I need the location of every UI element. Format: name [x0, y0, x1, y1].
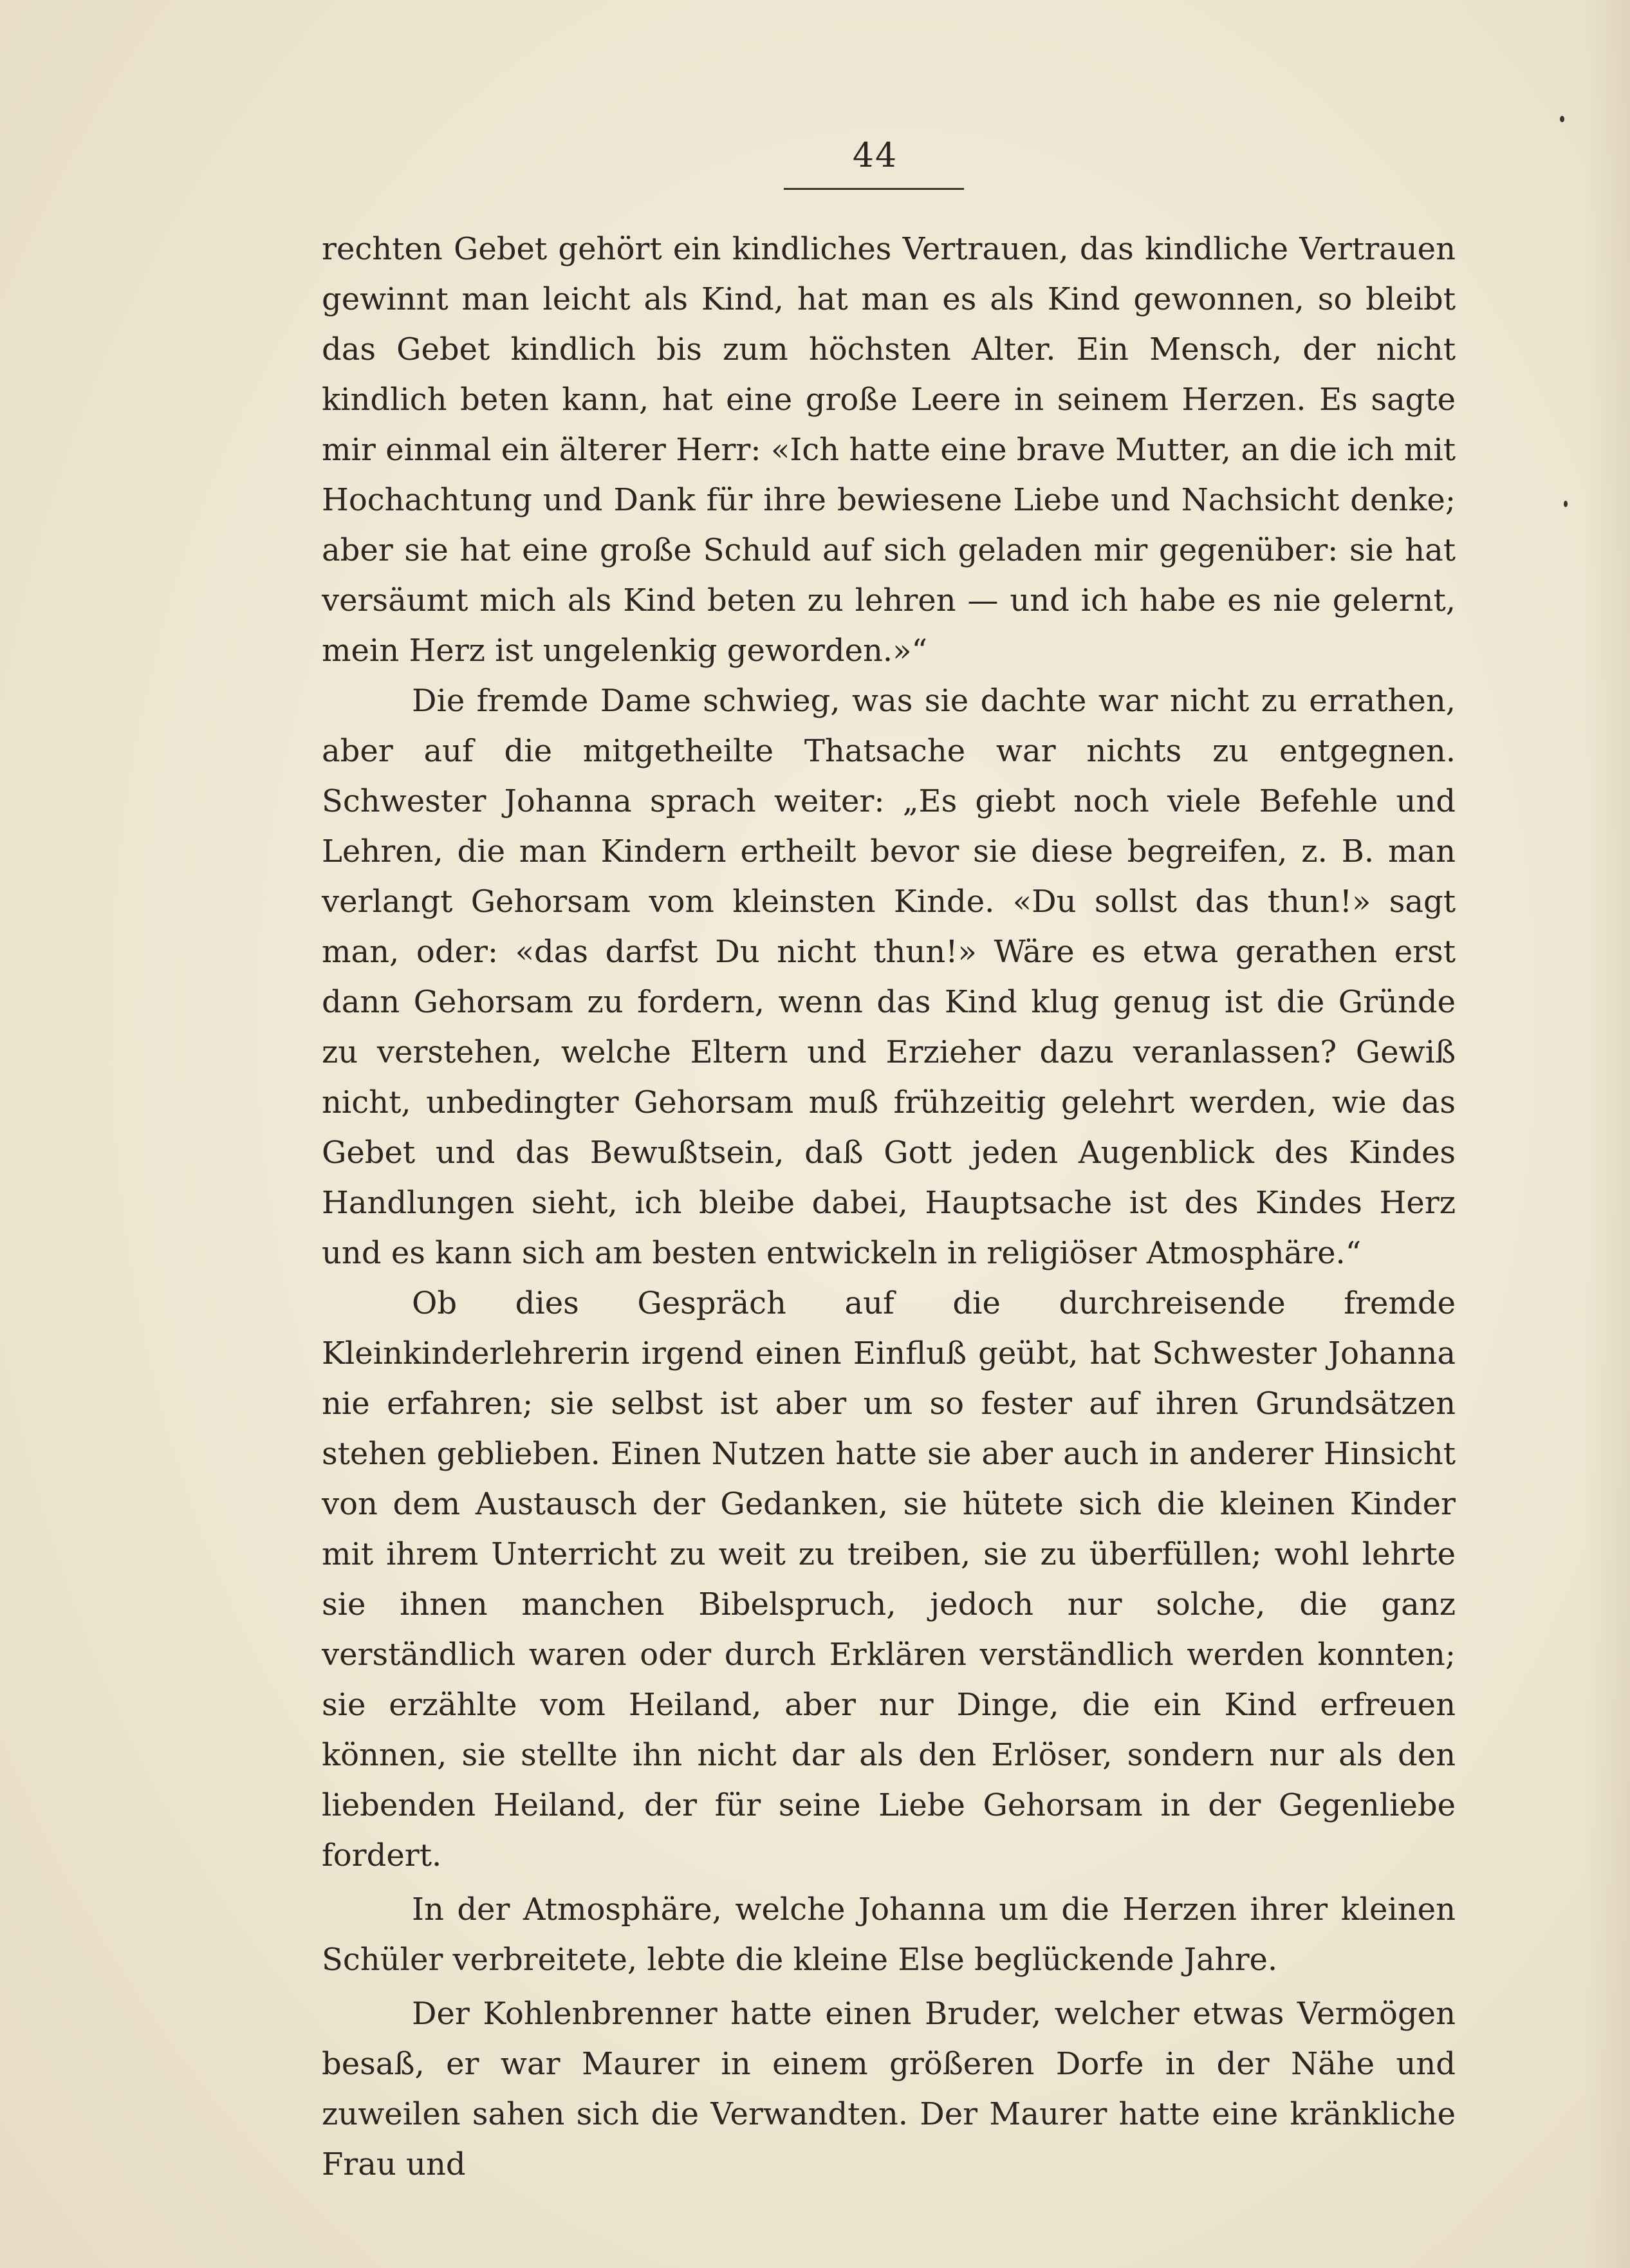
paragraph-3: Ob dies Gespräch auf die durchreisende fremde Kleinkinderlehrerin irgend einen Einfluß geübt, hat Schwester Johanna nie erfahren; sie selbst ist aber um so fester auf ihren Grundsätzen stehen geblieben. Einen Nutzen hatte sie aber auch in anderer Hinsicht von dem Austausch der Gedanken, sie hütete sich die kleinen Kinder mit ihrem Unterricht zu weit zu treiben, sie zu überfüllen; wohl lehrte sie ihnen manchen Bibelspruch, jedoch nur solche, die ganz verständlich waren oder durch Erklären verständlich werden konnten; sie erzählte vom Heiland, aber nur Dinge, die ein Kind erfreuen können, sie stellte ihn nicht dar als den Erlöser, sondern nur als den liebenden Heiland, der für seine Liebe Gehorsam in der Gegenliebe fordert. [322, 1285, 1456, 1873]
paragraph-2: Die fremde Dame schwieg, was sie dachte war nicht zu errathen, aber auf die mitgetheilte Thatsache war nichts zu entgegnen. Schwester Johanna sprach weiter: „Es giebt noch viele Befehle und Lehren, die man Kindern ertheilt bevor sie diese begreifen, z. B. man verlangt Gehorsam vom kleinsten Kinde. «Du sollst das thun!» sagt man, oder: «das darfst Du nicht thun!» Wäre es etwa gerathen erst dann Gehorsam zu fordern, wenn das Kind klug genug ist die Gründe zu verstehen, welche Eltern und Erzieher dazu veranlassen? Gewiß nicht, unbedingter Gehorsam muß frühzeitig gelehrt werden, wie das Gebet und das Bewußtsein, daß Gott jeden Augenblick des Kindes Handlungen sieht, ich bleibe dabei, Hauptsache ist des Kindes Herz und es kann sich am besten entwickeln in religiöser Atmosphäre.“ [322, 683, 1456, 1271]
margin-speck [1564, 501, 1568, 507]
page-edge-shadow [1583, 0, 1630, 2268]
page-number: 44 [852, 136, 898, 175]
paragraph-1: rechten Gebet gehört ein kindliches Vertrauen, das kindliche Vertrauen gewinnt man leicht als Kind, hat man es als Kind gewonnen, so bleibt das Gebet kindlich bis zum höchsten Alter. Ein Mensch, der nicht kindlich beten kann, hat eine große Leere in seinem Herzen. Es sagte mir einmal ein älterer Herr: «Ich hatte eine brave Mutter, an die ich mit Hochachtung und Dank für ihre bewiesene Liebe und Nachsicht denke; aber sie hat eine große Schuld auf sich geladen mir gegenüber: sie hat versäumt mich als Kind beten zu lehren — und ich habe es nie gelernt, mein Herz ist ungelenkig geworden.»“ [322, 231, 1456, 669]
margin-speck [1560, 116, 1564, 122]
paragraph-4: In der Atmosphäre, welche Johanna um die Herzen ihrer kleinen Schüler verbreitete, lebte die kleine Else beglückende Jahre. [322, 1892, 1456, 1978]
paragraph-5: Der Kohlenbrenner hatte einen Bruder, welcher etwas Vermögen besaß, er war Maurer in einem größeren Dorfe in der Nähe und zuweilen sahen sich die Verwandten. Der Maurer hatte eine kränkliche Frau und [322, 1996, 1456, 2182]
body-text [322, 224, 1456, 2189]
header-rule [784, 188, 964, 190]
